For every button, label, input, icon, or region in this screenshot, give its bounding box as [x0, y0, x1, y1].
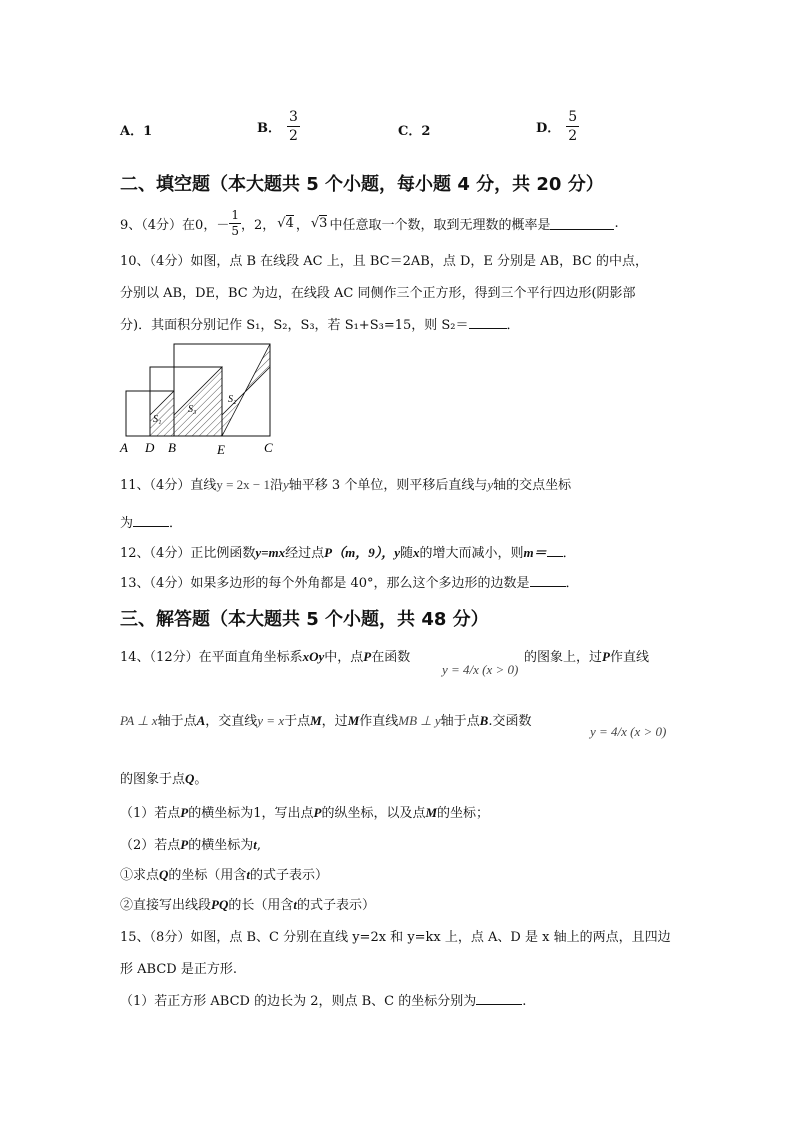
q12-equation: y=mx [255, 545, 286, 560]
parallelogram-s3 [222, 344, 270, 436]
option-d-fraction [566, 108, 579, 145]
q12-m: m＝ [523, 545, 547, 560]
q14-text-2f: 轴于点 [440, 714, 480, 729]
q11-end: 轴的交点坐标 [493, 478, 572, 493]
answer-blank[interactable] [133, 514, 169, 527]
q14-c1-b: 的坐标（用含 [168, 868, 247, 883]
q14-sub1-b: 的横坐标为1，写出点 [188, 806, 314, 821]
q11-y2: y [487, 477, 494, 492]
q11-y: y [283, 477, 289, 492]
q10-line-3-end: ． [506, 318, 520, 333]
q10-line-2: 分别以 AB，DE，BC 为边，在线段 AC 同侧作三个正方形，得到三个平行四边形(阴影部 [120, 286, 636, 301]
q10-line-3-text: 分)．其面积分别记作 S₁，S₂，S₃，若 S₁+S₃=15，则 S₂＝ [120, 318, 469, 333]
fraction-denominator: 2 [289, 128, 298, 144]
q14-text-2g: .交函数 [488, 714, 532, 729]
label-s2: S₃ [188, 404, 197, 415]
point-d-label: D [145, 440, 155, 455]
q15-sub-1 [120, 990, 526, 1009]
q11-line-1 [120, 474, 571, 493]
q14-mb: MB ⊥ y [398, 713, 441, 728]
section-title-solve: 三、解答题（本大题共 5 个小题，共 48 分） [120, 609, 489, 630]
q14-sub2-a: （2）若点 [120, 838, 181, 853]
q9-mid: ，2， [240, 218, 276, 233]
q14-c2-pq: PQ [211, 897, 229, 912]
q14-m2: M [347, 713, 360, 728]
q14-sub2-b: 的横坐标为 [188, 838, 254, 853]
q14-circle-2 [120, 894, 375, 913]
q12-text2: 随 [399, 546, 413, 561]
q12-x: x [413, 545, 420, 560]
q12-text3: 的增大而减小，则 [419, 546, 524, 561]
q14-b: B [479, 713, 489, 728]
q12-text: 12、（4分）正比例函数 [120, 546, 256, 561]
q14-circle-1 [120, 864, 328, 883]
q14-p2: P [602, 649, 610, 664]
q9-fraction [229, 208, 241, 239]
label-s3: S₂ [228, 394, 237, 405]
q14-m: M [310, 713, 322, 728]
q13-text: 13、（4分）如果多边形的每个外角都是 40°，那么这个多边形的边数是 [120, 576, 530, 591]
q14-c2-b: 的长（用含 [228, 898, 294, 913]
q11-mid: 沿 [270, 478, 284, 493]
q14-sub1-m: M [425, 805, 438, 820]
q14-line-1-end [524, 646, 649, 665]
point-c-label: C [264, 440, 273, 455]
q14-sub2-p: P [180, 837, 189, 852]
fraction-numerator: 5 [568, 109, 578, 125]
q11-equation: y = 2x − 1 [216, 477, 270, 492]
q9-mid2: ， [295, 218, 309, 233]
option-c: C．2 [398, 124, 431, 139]
q14-text-c: 在函数 [371, 650, 411, 665]
q12-mid: 经过点 [285, 546, 325, 561]
sqrt-4: √4 [277, 216, 294, 231]
q14-sub2-t: t [253, 837, 257, 852]
q11-prefix: 11、（4分）直线 [120, 478, 217, 493]
q14-q: Q [185, 771, 195, 786]
q14-c2-t: t [293, 897, 297, 912]
sqrt-3: √3 [310, 216, 328, 231]
q14-text-2d: ，过 [321, 714, 348, 729]
option-b [257, 108, 300, 145]
option-d-label: D． [536, 121, 561, 136]
question-9 [120, 208, 619, 239]
q14-line-2 [120, 710, 531, 729]
q9-suffix: 中任意取一个数，取到无理数的概率是 [329, 218, 551, 233]
q15-line-2: 形 ABCD 是正方形. [120, 962, 237, 977]
q14-pa: PA ⊥ x [120, 713, 158, 728]
q12-y: y [394, 545, 400, 560]
q12-point: P（m，9）， [324, 545, 395, 560]
q14-text-2e: 作直线 [359, 714, 399, 729]
q14-sub1-a: （1）若点 [120, 806, 181, 821]
q14-c1-a: ①求点 [120, 868, 160, 883]
fraction-numerator: 3 [289, 109, 298, 125]
sqrt-4-radicand: 4 [285, 216, 294, 231]
q14-text-b: 中，点 [324, 650, 364, 665]
section-title-fill-blank: 二、填空题（本大题共 5 个小题，每小题 4 分，共 20 分） [120, 174, 604, 195]
q14-text-e: 作直线 [609, 650, 649, 665]
q13-end: ． [565, 576, 579, 591]
q15-line-1: 15、（8分）如图，点 B、C 分别在直线 y=2x 和 y=kx 上，点 A、D 是 x 轴上的两点，且四边 [120, 930, 671, 945]
parallelogram-s2 [174, 367, 222, 436]
q14-sub-2 [120, 834, 261, 853]
question-13 [120, 572, 579, 591]
q14-c2-a: ②直接写出线段 [120, 898, 212, 913]
q14-text-d: 的图象上，过 [524, 650, 603, 665]
answer-blank[interactable] [530, 574, 566, 587]
q15-sub1-text: （1）若正方形 ABCD 的边长为 2，则点 B、C 的坐标分别为 [120, 994, 477, 1009]
q14-function-1: y = 4/x (x > 0) [442, 662, 519, 677]
q14-xoy: xOy [302, 649, 325, 664]
q14-text-3-end: 。 [194, 772, 208, 787]
q10-line-3 [120, 314, 520, 333]
fraction-denominator: 5 [231, 224, 239, 238]
q14-sub1-c: 的纵坐标，以及点 [321, 806, 426, 821]
option-b-label: B． [257, 121, 281, 136]
q14-line-3 [120, 768, 207, 787]
q14-sub1-d: 的坐标； [437, 806, 490, 821]
question-12 [120, 542, 576, 561]
q15-sub1-end: . [522, 994, 527, 1009]
q14-c1-t: t [246, 867, 251, 882]
point-a-label: A [120, 440, 128, 455]
q10-line-1: 10、（4分）如图，点 B 在线段 AC 上，且 BC＝2AB，点 D，E 分别是 AB，BC 的中点， [120, 254, 648, 269]
q12-end: ． [562, 546, 576, 561]
q14-c1-c: 的式子表示） [250, 868, 329, 883]
answer-blank[interactable] [476, 992, 522, 1005]
q14-sub1-p: P [180, 805, 189, 820]
answer-blank[interactable] [547, 544, 563, 557]
option-b-fraction [287, 108, 300, 145]
q9-prefix: 9、（4分）在0， [120, 218, 217, 233]
q14-c2-c: 的式子表示） [297, 898, 376, 913]
q14-p: P [363, 649, 372, 664]
q14-a: A [196, 713, 206, 728]
option-a: A．1 [120, 124, 153, 139]
q14-line-1 [120, 646, 410, 665]
point-e-label: E [217, 442, 225, 457]
q14-yx: y = x [257, 713, 285, 728]
q14-sub2-c: , [256, 838, 262, 853]
q14-c1-q: Q [159, 867, 169, 882]
q14-function-2: y = 4/x (x > 0) [590, 724, 667, 739]
q14-sub-1 [120, 802, 489, 821]
q14-text-a: 14、（12分）在平面直角坐标系 [120, 650, 303, 665]
answer-blank[interactable] [550, 217, 614, 230]
q10-figure [118, 340, 282, 458]
q14-text-3: 的图象于点 [120, 772, 186, 787]
label-s1: S₁ [153, 414, 162, 425]
q14-text-2c: 于点 [284, 714, 311, 729]
point-b-label: B [168, 440, 176, 455]
q11-line-2-end: ． [169, 516, 183, 531]
q11-line-2-text: 为 [120, 516, 134, 531]
q11-line-2 [120, 512, 182, 531]
fraction-denominator: 2 [568, 128, 578, 144]
answer-blank[interactable] [469, 316, 507, 329]
q14-text-2a: 轴于点 [157, 714, 197, 729]
q11-text: 轴平移 3 个单位，则平移后直线与 [288, 478, 488, 493]
q9-end: . [614, 216, 619, 231]
q14-text-2b: ，交直线 [205, 714, 258, 729]
fraction-numerator: 1 [231, 208, 239, 222]
sqrt-3-radicand: 3 [319, 216, 328, 231]
option-d [536, 108, 579, 145]
q9-minus: － [216, 218, 230, 233]
q14-sub1-p2: P [313, 805, 322, 820]
